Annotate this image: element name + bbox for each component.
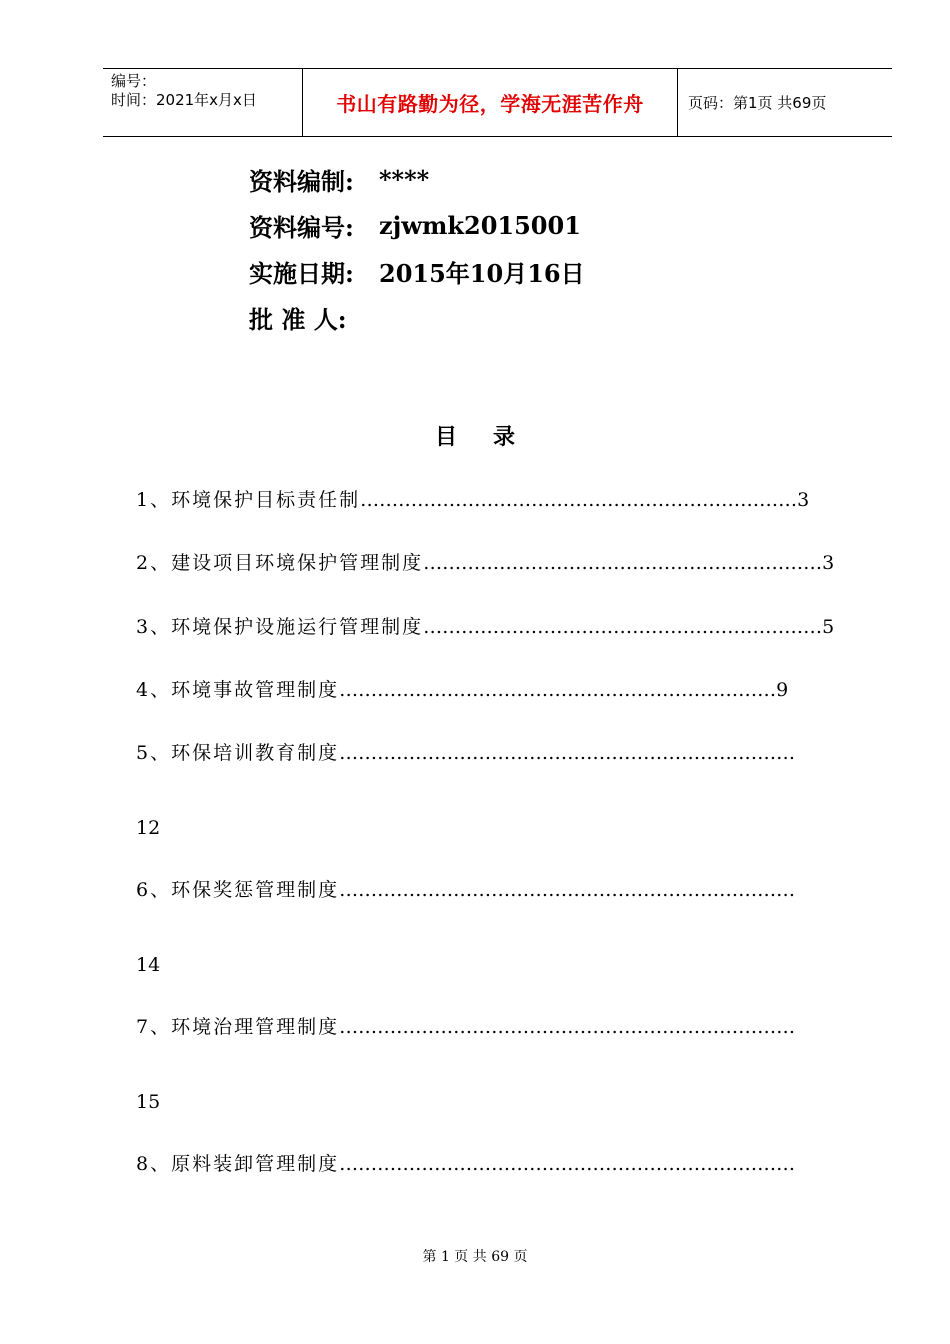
info-value: 2015年10月16日	[379, 258, 585, 288]
info-row-approver	[249, 294, 585, 340]
toc-item[interactable]	[136, 1015, 856, 1039]
toc-item-text: 6、环保奖惩管理制度	[136, 879, 340, 901]
toc-item[interactable]	[136, 741, 856, 765]
toc-item-text: 7、环境治理管理制度	[136, 1016, 340, 1038]
page-header	[103, 68, 892, 137]
toc-item-page: 5	[822, 616, 835, 638]
toc-item-text: 1、环境保护目标责任制	[136, 489, 361, 511]
toc-item-page: 15	[136, 1091, 161, 1113]
info-row-compiler	[249, 156, 585, 202]
toc-item[interactable]	[136, 1152, 856, 1176]
toc-item-page: 3	[797, 489, 810, 511]
toc-item-page: 14	[136, 954, 161, 976]
toc-item[interactable]	[136, 551, 856, 575]
info-row-number	[249, 202, 585, 248]
toc-item-page: 9	[776, 679, 789, 701]
toc-item-dots: ……………………………………………………………	[339, 679, 777, 701]
toc-item-dots: ………………………………………………………………	[339, 1016, 796, 1038]
doc-code-label: 编号：	[111, 72, 157, 90]
document-info	[249, 156, 585, 340]
toc-title: 目录	[434, 424, 551, 450]
doc-time-label: 时间：2021年x月x日	[111, 91, 257, 109]
toc-item-text: 5、环保培训教育制度	[136, 742, 340, 764]
header-page-info: 页码：第1页 共69页	[688, 94, 827, 112]
toc-item-dots: ………………………………………………………………	[339, 879, 796, 901]
toc-item-text: 8、原料装卸管理制度	[136, 1153, 340, 1175]
info-label: 资料编制:	[249, 166, 354, 196]
info-value: ****	[379, 164, 430, 194]
toc-item[interactable]	[136, 878, 856, 902]
toc-item-text: 2、建设项目环境保护管理制度	[136, 552, 424, 574]
info-value: zjwmk2015001	[379, 210, 581, 240]
toc-item-dots: ………………………………………………………………	[339, 1153, 796, 1175]
info-label: 实施日期:	[249, 258, 354, 288]
toc-item-page: 3	[822, 552, 835, 574]
toc-item-text: 3、环境保护设施运行管理制度	[136, 616, 424, 638]
toc-item-dots: ………………………………………………………	[423, 552, 823, 574]
info-row-date	[249, 248, 585, 294]
header-left-cell	[103, 69, 303, 136]
toc-item-dots: ………………………………………………………………	[339, 742, 796, 764]
header-motto: 书山有路勤为径，学海无涯苦作舟	[303, 69, 678, 136]
toc-item-page: 12	[136, 817, 161, 839]
toc-item-dots: ……………………………………………………………	[360, 489, 798, 511]
page-footer: 第 1 页 共 69 页	[422, 1249, 528, 1265]
info-label: 资料编号:	[249, 212, 354, 242]
info-label: 批 准 人:	[249, 304, 347, 334]
toc-item[interactable]	[136, 488, 856, 512]
toc-item[interactable]	[136, 678, 856, 702]
toc-item-text: 4、环境事故管理制度	[136, 679, 340, 701]
toc-item[interactable]	[136, 615, 856, 639]
toc-item-dots: ………………………………………………………	[423, 616, 823, 638]
